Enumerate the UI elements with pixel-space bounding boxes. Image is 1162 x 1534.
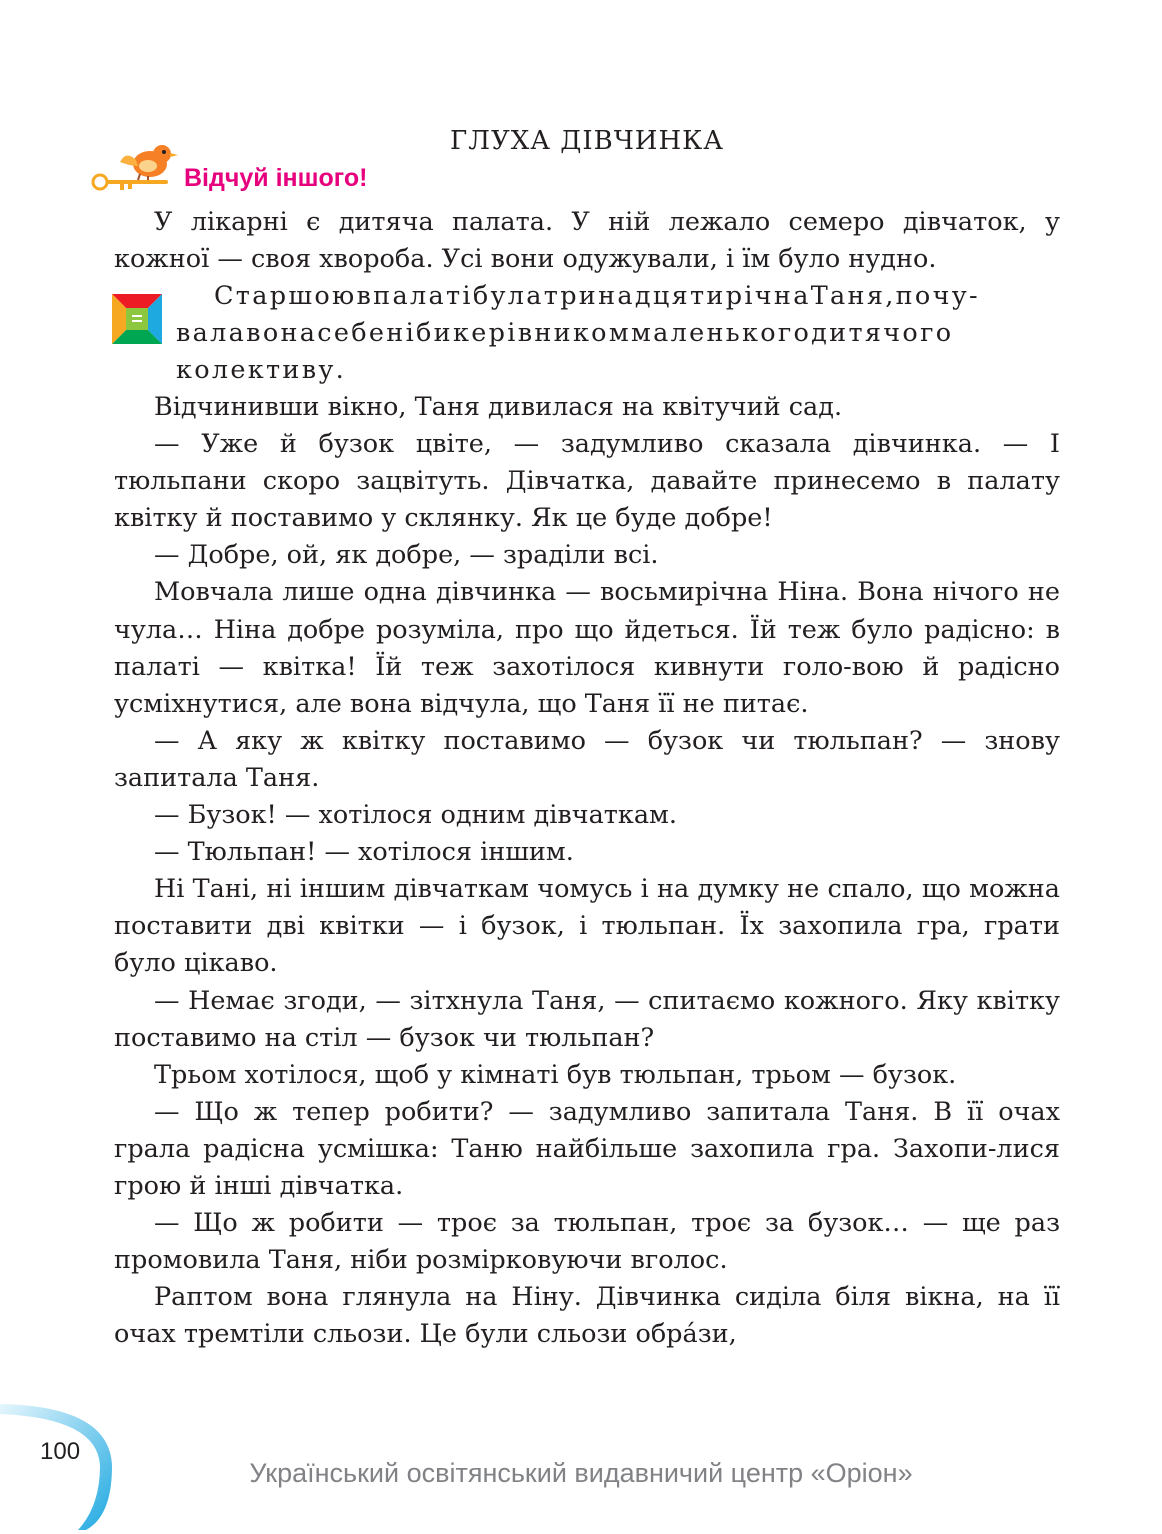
publisher-name: Український освітянський видавничий центр «Оріон» [249, 1458, 913, 1488]
spaced-line-2: валавонасебенібикерівникоммаленькогодитячого [176, 318, 954, 349]
paragraph: — А яку ж квітку поставимо — бузок чи тюльпан? — знову запитала Таня. [114, 725, 1060, 793]
text-body-main [114, 389, 1060, 1353]
spaced-line-3: колективу. [176, 355, 347, 386]
page-number: 100 [40, 1438, 81, 1465]
spaced-paragraph [176, 278, 1060, 389]
spaced-line-1: СтаршоювпалатібулатринадцятирічнаТаня,почу- [214, 281, 980, 311]
paragraph: Відчинивши вікно, Таня дивилася на квітучий сад. [154, 392, 843, 422]
publisher-footer [0, 1458, 1162, 1489]
paragraph: Ні Тані, ні іншим дівчаткам чомусь і на думку не спало, що можна поставити дві квітки — і бузок, і тюльпан. Їх захопила гра, грати було цікаво. [114, 874, 1060, 979]
paragraph: Раптом вона глянула на Ніну. Дівчинка сиділа біля вікна, на її очах тремтіли сльози. Це були сльози обра́зи, [114, 1282, 1060, 1350]
paragraph: — Тюльпан! — хотілося іншим. [154, 837, 574, 868]
paragraph: Трьом хотілося, щоб у кімнаті був тюльпан, трьом — бузок. [154, 1059, 957, 1090]
paragraph: — Бузок! — хотілося одним дівчаткам. [154, 800, 677, 831]
paragraph: — Немає згоди, — зітхнула Таня, — спитаємо кожного. Яку квітку поставимо на стіл — бузок чи тюльпан? [114, 985, 1060, 1053]
chapter-title: ГЛУХА ДІВЧИНКА [450, 126, 724, 156]
bird-on-key-icon [90, 140, 180, 200]
paragraph: Мовчала лише одна дівчинка — восьмирічна Ніна. Вона нічого не чула… Ніна добре розуміла, про що йдеться. Їй теж було радісно: в палаті — квітка! Їй теж захотілося кивнути голо-вою й радісно усміхнутися, але вона відчула, що Таня її не питає. [114, 577, 1060, 719]
paragraph: У лікарні є дитяча палата. У ній лежало семеро дівчаток, у кожної — своя хвороба. Усі вони одужували, і їм було нудно. [114, 207, 1060, 275]
colorful-square-exercise-icon [112, 294, 162, 344]
paragraph: — Уже й бузок цвіте, — задумливо сказала дівчинка. — І тюльпани скоро зацвітуть. Дівчатка, давайте принесемо в палату квітку й поставимо у склянку. Як це буде добре! [114, 429, 1060, 534]
text-body-top [114, 204, 1060, 278]
section-label: Відчуй іншого! [184, 164, 368, 192]
paragraph: — Добре, ой, як добре, — зраділи всі. [154, 540, 659, 571]
paragraph: — Що ж тепер робити? — задумливо запитала Таня. В її очах грала радісна усмішка: Таню найбільше захопила гра. Захопи-лися грою й інші дівчатка. [114, 1096, 1060, 1201]
paragraph: — Що ж робити — троє за тюльпан, троє за бузок… — ще раз промовила Таня, ніби розмірковуючи вголос. [114, 1208, 1060, 1276]
